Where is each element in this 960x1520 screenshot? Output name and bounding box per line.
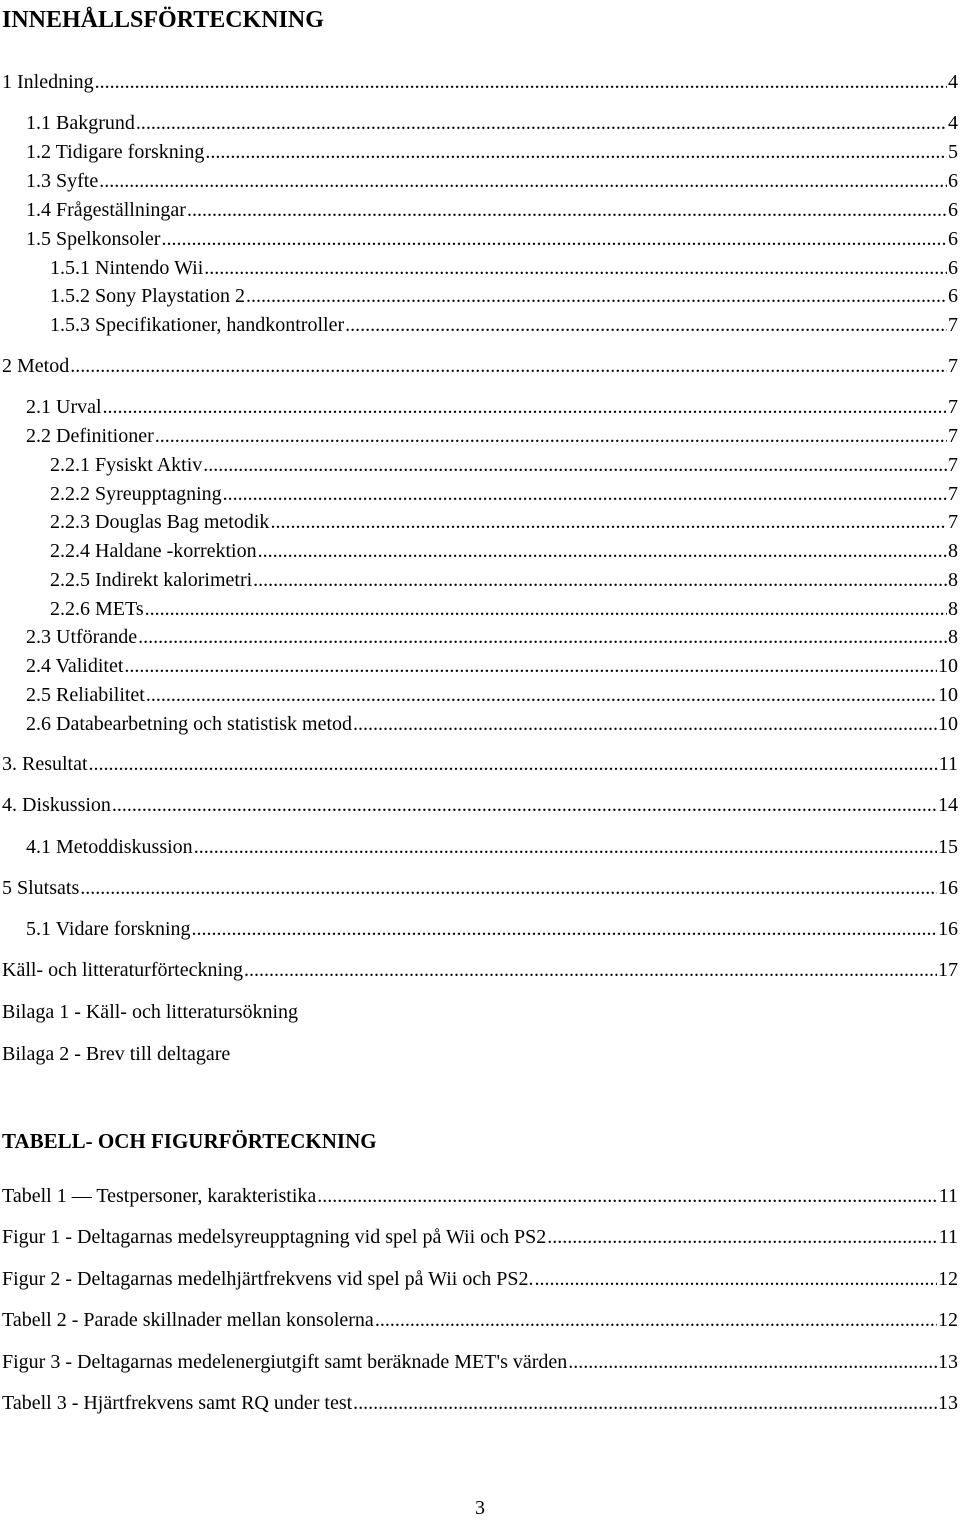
figure-entry-page: 11	[938, 1185, 958, 1207]
toc-entry-label: 1.5.1 Nintendo Wii	[50, 257, 204, 279]
toc-entry-page: 16	[938, 918, 958, 940]
toc-entry-page: 6	[948, 257, 958, 279]
dot-leader	[103, 395, 947, 419]
dot-leader	[89, 752, 938, 776]
toc-entry-page: 8	[948, 626, 958, 648]
toc-entry[interactable]	[50, 254, 958, 280]
dot-leader	[353, 712, 937, 736]
toc-entry[interactable]	[26, 652, 958, 678]
toc-entry-label: 1.5 Spelkonsoler	[26, 228, 161, 250]
toc-entry[interactable]	[50, 480, 958, 506]
figure-entry-label: Tabell 2 - Parade skillnader mellan konsolerna	[2, 1309, 374, 1331]
dot-leader	[270, 510, 947, 534]
dot-leader	[205, 140, 947, 164]
toc-entry-page: 17	[938, 959, 958, 981]
figure-entry-label: Figur 3 - Deltagarnas medelenergiutgift samt beräknade MET's värden	[2, 1351, 568, 1373]
figure-entry-page: 11	[938, 1226, 958, 1248]
figure-entry-label: Figur 1 - Deltagarnas medelsyreupptagning vid spel på Wii och PS2	[2, 1226, 547, 1248]
toc-entry[interactable]	[50, 595, 958, 621]
toc-entry[interactable]	[2, 874, 958, 900]
toc-entry-label: 2.3 Utförande	[26, 626, 138, 648]
appendix-item[interactable]: Bilaga 1 - Käll- och litteratursökning	[2, 1001, 299, 1023]
toc-entry-label: 2.1 Urval	[26, 396, 102, 418]
toc-entry[interactable]	[26, 710, 958, 736]
toc-entry-label: 3. Resultat	[2, 753, 88, 775]
figure-entry-label: Tabell 1 — Testpersoner, karakteristika	[2, 1185, 317, 1207]
toc-entry[interactable]	[50, 508, 958, 534]
toc-entry-label: 2.2.1 Fysiskt Aktiv	[50, 454, 203, 476]
toc-entry[interactable]	[26, 681, 958, 707]
toc-entry-page: 14	[938, 794, 958, 816]
dot-leader	[547, 1225, 937, 1249]
toc-entry[interactable]	[26, 833, 958, 859]
toc-entry-label: 4. Diskussion	[2, 794, 111, 816]
toc-entry-page: 5	[948, 141, 958, 163]
dot-leader	[112, 793, 937, 817]
dot-leader	[161, 227, 947, 251]
toc-entry-page: 6	[948, 199, 958, 221]
toc-entry[interactable]	[50, 566, 958, 592]
toc-entry-label: 1.1 Bakgrund	[26, 112, 135, 134]
toc-entry-label: 2.2.3 Douglas Bag metodik	[50, 511, 270, 533]
dot-leader	[345, 313, 947, 337]
figure-entry-page: 13	[938, 1351, 958, 1373]
toc-entry-page: 8	[948, 569, 958, 591]
toc-entry[interactable]	[26, 623, 958, 649]
toc-entry-page: 7	[948, 483, 958, 505]
toc-entry-label: 2.2.4 Haldane -korrektion	[50, 540, 257, 562]
toc-entry-page: 7	[948, 425, 958, 447]
toc-entry-page: 8	[948, 598, 958, 620]
toc-entry[interactable]	[50, 282, 958, 308]
toc-entry-label: 2.2.5 Indirekt kalorimetri	[50, 569, 253, 591]
toc-entry-page: 6	[948, 170, 958, 192]
toc-entry[interactable]	[50, 311, 958, 337]
toc-entry-label: 1 Inledning	[2, 71, 94, 93]
toc-entry-label: 5.1 Vidare forskning	[26, 918, 191, 940]
toc-entry-page: 7	[948, 314, 958, 336]
dot-leader	[568, 1350, 937, 1374]
toc-entry-page: 4	[948, 71, 958, 93]
toc-entry-label: 2.2.6 METs	[50, 598, 144, 620]
toc-entry[interactable]	[26, 393, 958, 419]
figure-entry-page: 12	[938, 1309, 958, 1331]
figure-entry-page: 13	[938, 1392, 958, 1414]
toc-entry[interactable]	[26, 422, 958, 448]
toc-entry-label: 4.1 Metoddiskussion	[26, 836, 193, 858]
toc-entry-label: 1.5.2 Sony Playstation 2	[50, 285, 246, 307]
toc-entry[interactable]	[50, 451, 958, 477]
toc-entry-label: 2.6 Databearbetning och statistisk metod	[26, 713, 353, 735]
dot-leader	[194, 835, 937, 859]
toc-entry-page: 11	[938, 753, 958, 775]
toc-entry[interactable]	[26, 196, 958, 222]
toc-entry-label: 2.5 Reliabilitet	[26, 684, 145, 706]
figure-entry-label: Tabell 3 - Hjärtfrekvens samt RQ under test	[2, 1392, 353, 1414]
dot-leader	[146, 683, 937, 707]
dot-leader	[258, 539, 947, 563]
toc-entry[interactable]	[2, 791, 958, 817]
figure-entry[interactable]	[2, 1265, 958, 1291]
dot-leader	[192, 917, 937, 941]
toc-entry-page: 15	[938, 836, 958, 858]
toc-entry-label: 2.4 Validitet	[26, 655, 124, 677]
toc-entry-label: 5 Slutsats	[2, 877, 80, 899]
toc-entry-label: 2.2 Definitioner	[26, 425, 154, 447]
toc-entry[interactable]	[50, 537, 958, 563]
dot-leader	[155, 424, 947, 448]
dot-leader	[203, 453, 947, 477]
dot-leader	[375, 1308, 937, 1332]
toc-entry-page: 7	[948, 396, 958, 418]
toc-entry-page: 7	[948, 454, 958, 476]
toc-entry-label: 1.3 Syfte	[26, 170, 99, 192]
toc-entry[interactable]	[2, 352, 958, 378]
dot-leader	[99, 169, 947, 193]
toc-entry-label: 2 Metod	[2, 355, 70, 377]
toc-entry[interactable]	[26, 225, 958, 251]
figure-entry[interactable]	[2, 1223, 958, 1249]
figure-entry[interactable]	[2, 1182, 958, 1208]
dot-leader	[244, 958, 937, 982]
toc-entry[interactable]	[2, 750, 958, 776]
dot-leader	[246, 284, 947, 308]
toc-entry[interactable]	[26, 138, 958, 164]
toc-entry-page: 10	[938, 684, 958, 706]
figure-entry-label: Figur 2 - Deltagarnas medelhjärtfrekvens vid spel på Wii och PS2.	[2, 1268, 534, 1290]
figure-entry-page: 12	[938, 1268, 958, 1290]
toc-entry[interactable]	[2, 68, 958, 94]
dot-leader	[317, 1184, 937, 1208]
toc-entry-page: 16	[938, 877, 958, 899]
dot-leader	[138, 625, 947, 649]
dot-leader	[80, 876, 937, 900]
figure-entry[interactable]	[2, 1389, 958, 1415]
toc-entry-label: Käll- och litteraturförteckning	[2, 959, 244, 981]
toc-entry-label: 2.2.2 Syreupptagning	[50, 483, 222, 505]
toc-title: INNEHÅLLSFÖRTECKNING	[2, 7, 324, 33]
toc-entry-page: 4	[948, 112, 958, 134]
toc-entry-page: 6	[948, 285, 958, 307]
toc-entry[interactable]	[26, 109, 958, 135]
dot-leader	[187, 198, 947, 222]
dot-leader	[204, 256, 947, 280]
toc-entry-label: 1.4 Frågeställningar	[26, 199, 186, 221]
dot-leader	[124, 654, 937, 678]
page-number: 3	[475, 1497, 485, 1519]
toc-entry[interactable]	[26, 915, 958, 941]
dot-leader	[353, 1391, 937, 1415]
dot-leader	[253, 568, 947, 592]
toc-entry-page: 6	[948, 228, 958, 250]
toc-entry[interactable]	[26, 167, 958, 193]
toc-entry-page: 7	[948, 511, 958, 533]
toc-entry-label: 1.2 Tidigare forskning	[26, 141, 205, 163]
toc-entry[interactable]	[2, 956, 958, 982]
toc-entry-page: 8	[948, 540, 958, 562]
figure-entry[interactable]	[2, 1306, 958, 1332]
dot-leader	[145, 597, 947, 621]
dot-leader	[223, 482, 947, 506]
dot-leader	[136, 111, 947, 135]
toc-entry-label: 1.5.3 Specifikationer, handkontroller	[50, 314, 345, 336]
dot-leader	[70, 354, 947, 378]
figure-entry[interactable]	[2, 1348, 958, 1374]
figures-title: TABELL- OCH FIGURFÖRTECKNING	[2, 1129, 377, 1153]
toc-entry-page: 10	[938, 713, 958, 735]
dot-leader	[95, 70, 947, 94]
toc-entry-page: 10	[938, 655, 958, 677]
dot-leader	[534, 1267, 937, 1291]
toc-entry-page: 7	[948, 355, 958, 377]
appendix-item[interactable]: Bilaga 2 - Brev till deltagare	[2, 1043, 231, 1065]
